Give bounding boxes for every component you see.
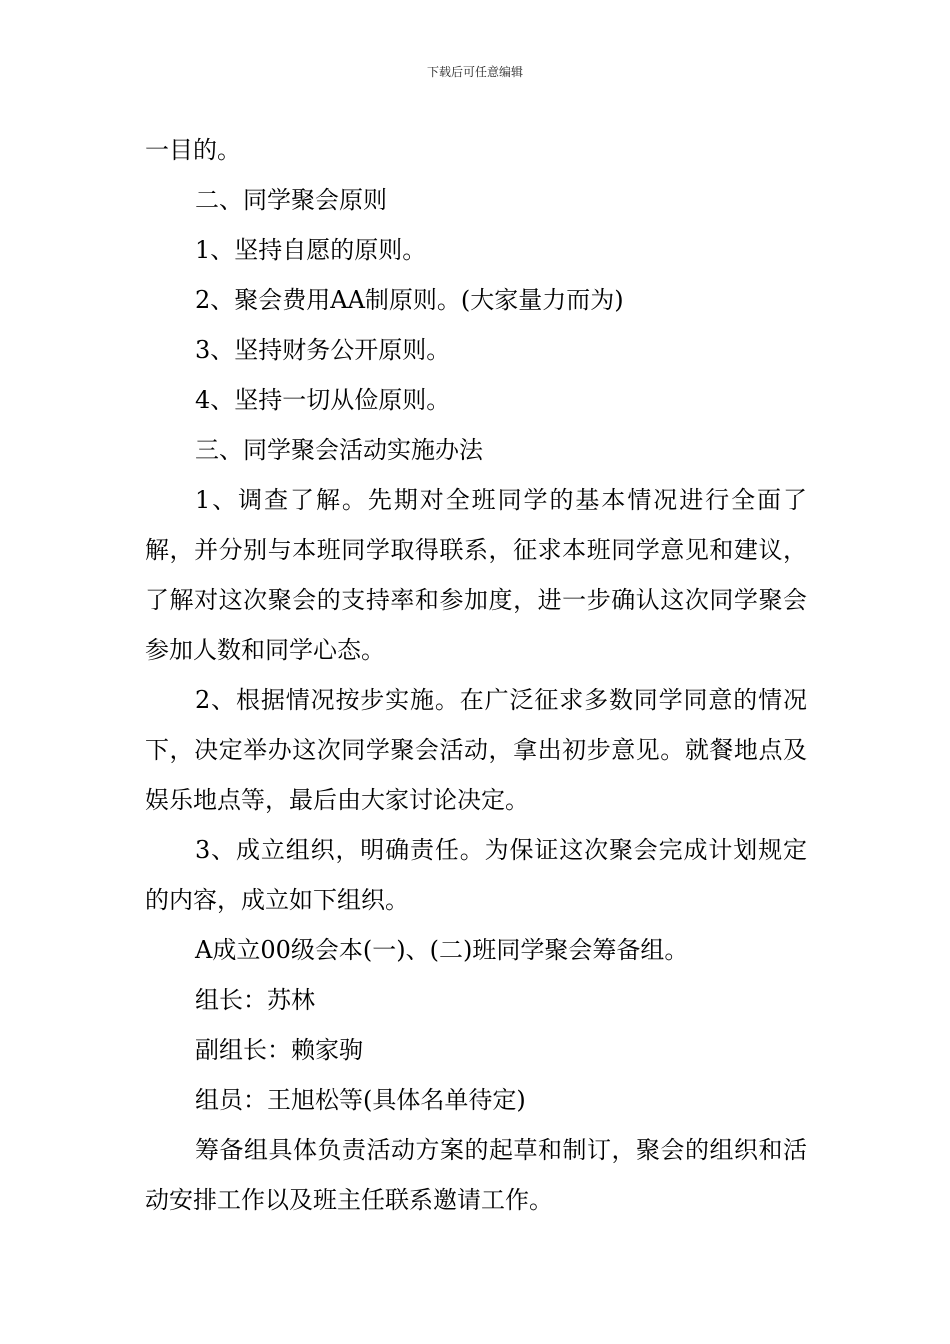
section-heading-principles: 二、同学聚会原则 <box>195 186 387 214</box>
principle-item-4: 4、坚持一切从俭原则。 <box>195 386 451 414</box>
method-paragraph-2: 2、根据情况按步实施。在广泛征求多数同学同意的情况下，决定举办这次同学聚会活动，拿出初步意见。就餐地点及娱乐地点等，最后由大家讨论决定。 <box>145 686 807 814</box>
members-line: 组员：王旭松等(具体名单待定) <box>195 1086 526 1114</box>
paragraph-continuation: 一目的。 <box>145 136 241 164</box>
committee-duties-paragraph: 筹备组具体负责活动方案的起草和制订，聚会的组织和活动安排工作以及班主任联系邀请工作。 <box>145 1136 807 1214</box>
deputy-leader-line: 副组长：赖家驹 <box>195 1036 363 1064</box>
leader-line: 组长：苏林 <box>195 986 315 1014</box>
principle-item-3: 3、坚持财务公开原则。 <box>195 336 451 364</box>
section-heading-methods: 三、同学聚会活动实施办法 <box>195 436 483 464</box>
principle-item-1: 1、坚持自愿的原则。 <box>195 236 427 264</box>
document-body <box>145 125 807 1225</box>
method-paragraph-3: 3、成立组织，明确责任。为保证这次聚会完成计划规定的内容，成立如下组织。 <box>145 836 807 914</box>
principle-item-2: 2、聚会费用AA制原则。(大家量力而为) <box>195 286 624 314</box>
method-paragraph-1: 1、调查了解。先期对全班同学的基本情况进行全面了解，并分别与本班同学取得联系，征求本班同学意见和建议，了解对这次聚会的支持率和参加度，进一步确认这次同学聚会参加人数和同学心态。 <box>145 486 807 664</box>
page-header: 下载后可任意编辑 <box>426 65 523 79</box>
committee-line: A成立00级会本(一)、(二)班同学聚会筹备组。 <box>195 936 689 964</box>
